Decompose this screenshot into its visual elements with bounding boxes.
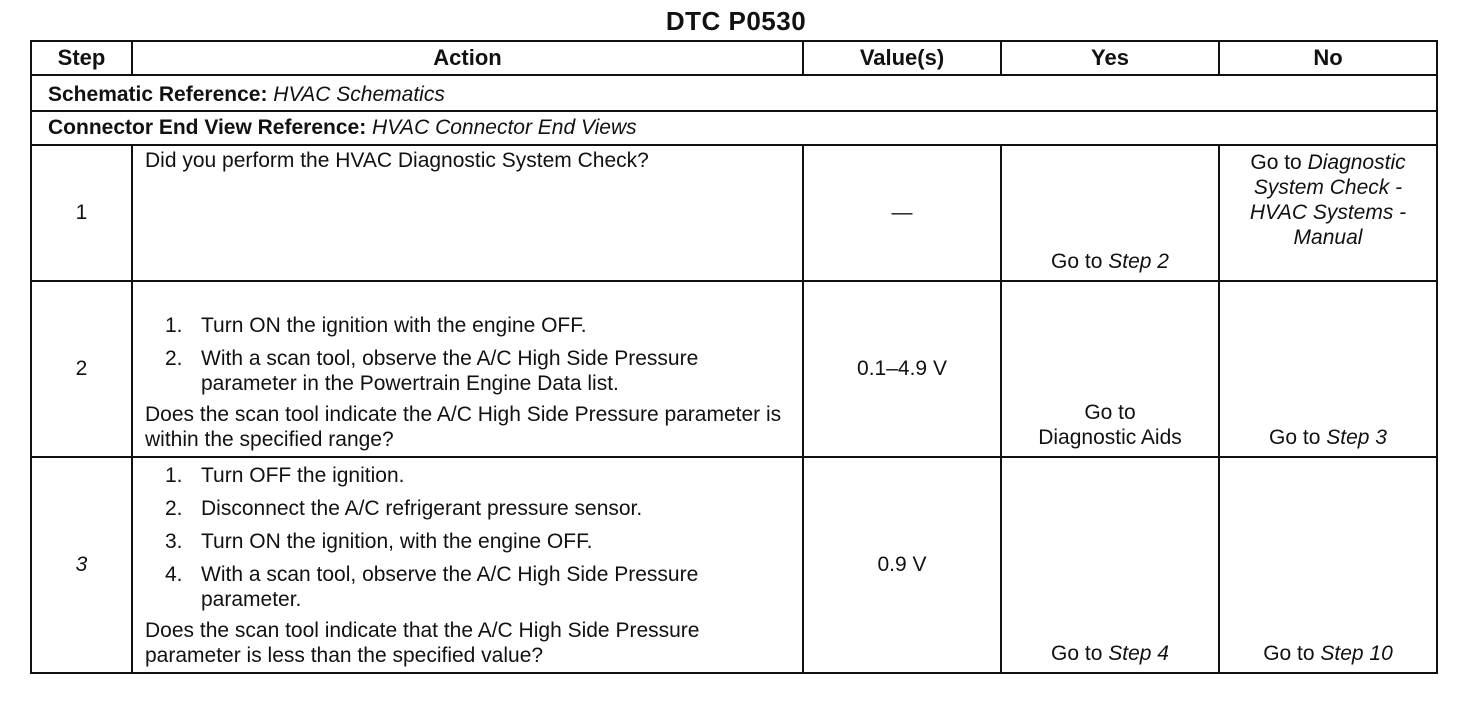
value-cell: 0.1–4.9 V (803, 281, 1001, 457)
table-row (31, 457, 1437, 673)
yes-link[interactable]: Diagnostic Aids (1038, 426, 1182, 449)
header-no: No (1219, 41, 1437, 75)
list-item: 2. With a scan tool, observe the A/C High Side Pressure parameter in the Powertrain Engine Data list. (165, 347, 699, 395)
yes-prefix: Go to (1051, 250, 1109, 273)
list-item: 4. With a scan tool, observe the A/C High Side Pressure parameter. (165, 563, 699, 611)
no-cell (1219, 281, 1437, 457)
step-number: 1 (31, 145, 132, 281)
yes-prefix: Go to (1051, 642, 1109, 665)
diagnostic-table (30, 40, 1438, 674)
connector-reference-row (31, 111, 1437, 145)
yes-cell (1001, 457, 1219, 673)
document-title: DTC P0530 (665, 6, 807, 36)
no-link[interactable]: Step 3 (1326, 426, 1387, 449)
header-action: Action (132, 41, 803, 75)
value-cell: 0.9 V (803, 457, 1001, 673)
yes-line-1: Go to (1084, 401, 1136, 424)
header-yes: Yes (1001, 41, 1219, 75)
step-number: 2 (31, 281, 132, 457)
list-item: 1. Turn ON the ignition with the engine OFF. (165, 314, 587, 337)
connector-reference-label: Connector End View Reference: (48, 116, 367, 139)
action-cell (132, 145, 803, 281)
header-step: Step (31, 41, 132, 75)
table-row (31, 281, 1437, 457)
no-link-part[interactable]: Manual (1293, 226, 1363, 249)
schematic-reference-row (31, 75, 1437, 111)
no-link-part[interactable]: System Check - (1253, 176, 1403, 199)
connector-reference (31, 111, 1437, 145)
header-values: Value(s) (803, 41, 1001, 75)
list-item: 1. Turn OFF the ignition. (165, 464, 405, 487)
yes-link[interactable]: Step 4 (1108, 642, 1169, 665)
value-cell: — (803, 145, 1001, 281)
no-link[interactable]: Step 10 (1320, 642, 1393, 665)
action-cell (132, 281, 803, 457)
action-steps-list (145, 313, 792, 396)
step-number: 3 (31, 457, 132, 673)
table-row (31, 145, 1437, 281)
schematic-reference-label: Schematic Reference: (48, 83, 268, 106)
no-cell (1219, 457, 1437, 673)
header-row (31, 41, 1437, 75)
list-item: 2. Disconnect the A/C refrigerant pressure sensor. (165, 497, 643, 520)
schematic-reference (31, 75, 1437, 111)
no-prefix: Go to (1263, 642, 1321, 665)
no-prefix: Go to (1250, 151, 1308, 174)
action-steps-list (145, 463, 792, 612)
action-question: Does the scan tool indicate the A/C High Side Pressure parameter is within the specified range? (145, 403, 782, 451)
no-link-part[interactable]: HVAC Systems - (1249, 201, 1407, 224)
list-item: 3. Turn ON the ignition, with the engine OFF. (165, 530, 593, 553)
action-cell (132, 457, 803, 673)
action-question: Did you perform the HVAC Diagnostic System Check? (145, 149, 649, 172)
action-question: Does the scan tool indicate that the A/C High Side Pressure parameter is less than the specified value? (145, 619, 700, 667)
yes-link[interactable]: Step 2 (1108, 250, 1169, 273)
connector-reference-link[interactable]: HVAC Connector End Views (372, 116, 637, 139)
no-prefix: Go to (1269, 426, 1327, 449)
schematic-reference-link[interactable]: HVAC Schematics (273, 83, 445, 106)
yes-cell (1001, 281, 1219, 457)
no-cell (1219, 145, 1437, 281)
no-link-part[interactable]: Diagnostic (1307, 151, 1406, 174)
yes-cell (1001, 145, 1219, 281)
